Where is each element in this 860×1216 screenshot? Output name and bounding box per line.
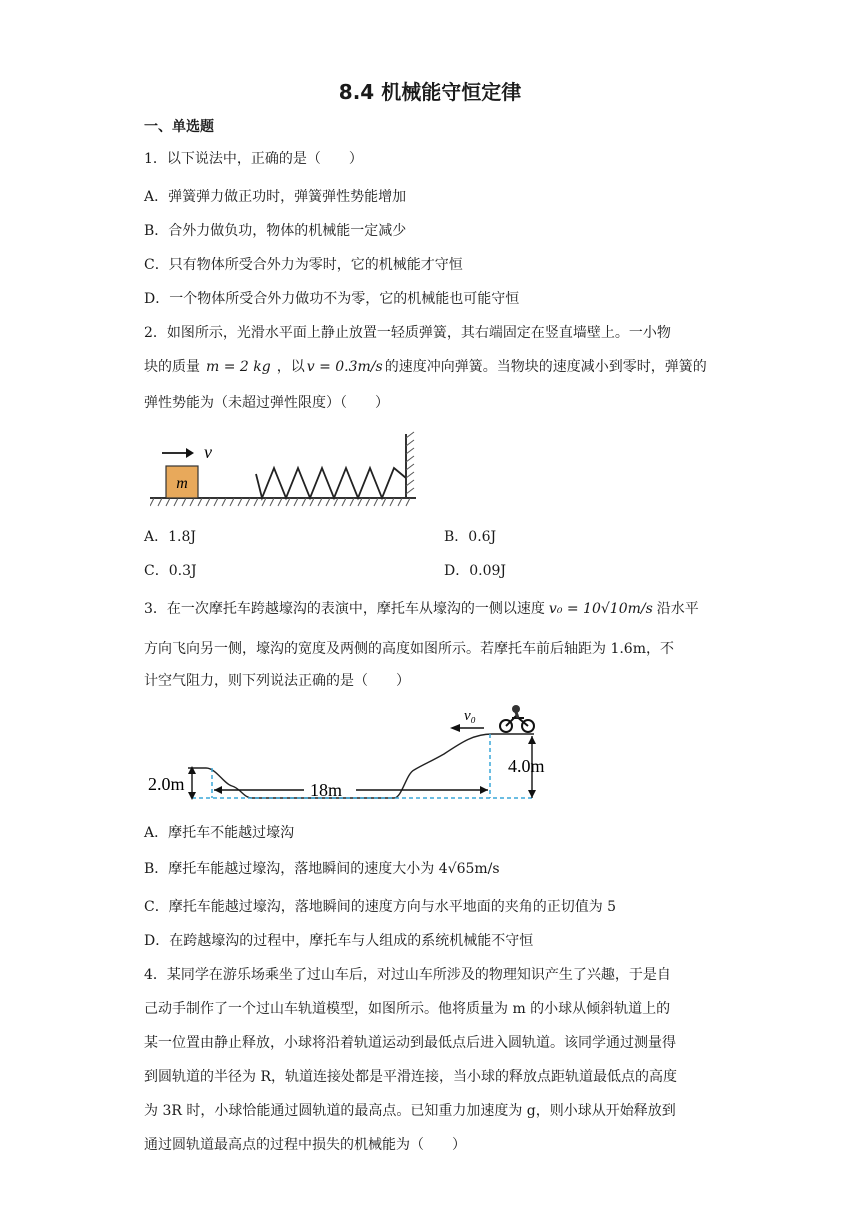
q3-ditch-figure bbox=[144, 704, 564, 804]
q2-line2-c: 的速度冲向弹簧。当物块的速度减小到零时，弹簧的 bbox=[384, 359, 707, 375]
q2-line3: 弹性势能为（未超过弹性限度）（ ） bbox=[144, 395, 389, 411]
q2-line2-a: 块的质量 bbox=[144, 359, 200, 375]
q3-line3: 计空气阻力，则下列说法正确的是（ ） bbox=[144, 673, 410, 689]
q3-v0-label: v₀ bbox=[464, 708, 476, 724]
q3-option-b: B．摩托车能越过壕沟，落地瞬间的速度大小为 4√65m/s bbox=[144, 861, 500, 877]
q3-line1-b: 沿水平 bbox=[656, 601, 699, 617]
q2-option-a: A．1.8J bbox=[144, 529, 196, 545]
q2-velocity-label: v bbox=[204, 442, 212, 462]
q2-option-d: D．0.09J bbox=[444, 563, 507, 579]
q4-line2: 己动手制作了一个过山车轨道模型，如图所示。他将质量为 m 的小球从倾斜轨道上的 bbox=[144, 1001, 671, 1017]
q3-width-label: 18m bbox=[310, 780, 343, 800]
q1-option-c: C．只有物体所受合外力为零时，它的机械能才守恒 bbox=[144, 257, 463, 273]
q3-option-a: A．摩托车不能越过壕沟 bbox=[144, 825, 295, 841]
q2-block-label: m bbox=[176, 475, 188, 492]
q2-line2-b: ，以 bbox=[276, 359, 305, 375]
q4-line3: 某一位置由静止释放，小球将沿着轨道运动到最低点后进入圆轨道。该同学通过测量得 bbox=[144, 1035, 676, 1051]
q3-option-c: C．摩托车能越过壕沟，落地瞬间的速度方向与水平地面的夹角的正切值为 5 bbox=[144, 899, 617, 915]
q1-option-d: D．一个物体所受合外力做功不为零，它的机械能也可能守恒 bbox=[144, 291, 520, 307]
q1-stem: 1．以下说法中，正确的是（ ） bbox=[144, 151, 363, 167]
q3-v0-expr: v₀ = 10√10m/s bbox=[548, 601, 653, 617]
q2-line2 bbox=[144, 356, 707, 376]
q3-left-height-label: 2.0m bbox=[148, 774, 185, 794]
q3-line1 bbox=[144, 598, 699, 618]
q4-line5: 为 3R 时，小球恰能通过圆轨道的最高点。已知重力加速度为 g，则小球从开始释放到 bbox=[144, 1103, 676, 1119]
q2-line1: 2．如图所示，光滑水平面上静止放置一轻质弹簧，其右端固定在竖直墙壁上。一小物 bbox=[144, 325, 671, 341]
q2-option-b: B．0.6J bbox=[444, 529, 497, 545]
page-title: 8.4 机械能守恒定律 bbox=[338, 80, 522, 104]
q4-line1: 4．某同学在游乐场乘坐了过山车后，对过山车所涉及的物理知识产生了兴趣，于是自 bbox=[144, 967, 671, 983]
q4-line4: 到圆轨道的半径为 R，轨道连接处都是平滑连接，当小球的释放点距轨道最低点的高度 bbox=[144, 1069, 677, 1085]
q1-option-a: A．弹簧弹力做正功时，弹簧弹性势能增加 bbox=[144, 189, 407, 205]
q2-option-c: C．0.3J bbox=[144, 563, 197, 579]
q3-line1-a: 3．在一次摩托车跨越壕沟的表演中，摩托车从壕沟的一侧以速度 bbox=[144, 601, 545, 617]
q2-mass-expr: m = 2 kg bbox=[206, 359, 271, 375]
q3-option-d: D．在跨越壕沟的过程中，摩托车与人组成的系统机械能不守恒 bbox=[144, 933, 534, 949]
q1-option-b: B．合外力做负功，物体的机械能一定减少 bbox=[144, 223, 407, 239]
q2-spring-figure bbox=[150, 428, 430, 510]
motorcycle-icon bbox=[500, 705, 534, 732]
q2-spring bbox=[256, 468, 406, 498]
q2-velocity-expr: v = 0.3m/s bbox=[306, 359, 383, 375]
q4-line6: 通过圆轨道最高点的过程中损失的机械能为（ ） bbox=[144, 1137, 466, 1153]
section-heading: 一、单选题 bbox=[144, 119, 214, 135]
q3-right-height-label: 4.0m bbox=[508, 756, 545, 776]
q3-line2: 方向飞向另一侧，壕沟的宽度及两侧的高度如图所示。若摩托车前后轴距为 1.6m，不 bbox=[144, 641, 674, 657]
